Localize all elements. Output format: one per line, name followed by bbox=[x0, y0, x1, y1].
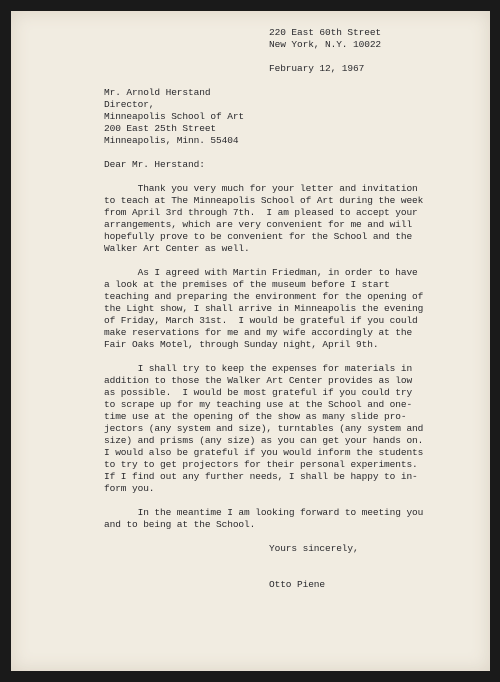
recipient-line: Minneapolis School of Art bbox=[104, 111, 245, 122]
paragraph-3-line: I would also be grateful if you would inform the students bbox=[104, 447, 424, 458]
paragraph-3-line: form you. bbox=[104, 483, 155, 494]
paragraph-1-line: Walker Art Center as well. bbox=[104, 243, 250, 254]
paragraph-3-line: addition to those the Walker Art Center provides as low bbox=[104, 375, 413, 386]
scan-border-left bbox=[0, 0, 11, 682]
return-address-city: New York, N.Y. 10022 bbox=[269, 39, 382, 50]
paragraph-1-line: arrangements, which are very convenient for me and will bbox=[104, 219, 413, 230]
paragraph-1-line: Thank you very much for your letter and invitation bbox=[104, 183, 418, 194]
recipient-line: Minneapolis, Minn. 55404 bbox=[104, 135, 239, 146]
salutation: Dear Mr. Herstand: bbox=[104, 159, 205, 170]
signature-name: Otto Piene bbox=[269, 579, 326, 590]
recipient-line: Mr. Arnold Herstand bbox=[104, 87, 211, 98]
recipient-line: Director, bbox=[104, 99, 155, 110]
paragraph-3-line: If I find out any further needs, I shall be happy to in- bbox=[104, 471, 418, 482]
paragraph-2-line: the Light show, I shall arrive in Minneapolis the evening bbox=[104, 303, 424, 314]
paragraph-1-line: from April 3rd through 7th. I am pleased to accept your bbox=[104, 207, 418, 218]
scan-border-bottom bbox=[0, 671, 500, 682]
return-address-street: 220 East 60th Street bbox=[269, 27, 382, 38]
paragraph-3-line: to try to get projectors for their personal experiments. bbox=[104, 459, 418, 470]
letter-page bbox=[11, 11, 490, 671]
paragraph-3-line: jectors (any system and size), turntables (any system and bbox=[104, 423, 424, 434]
paragraph-2-line: Fair Oaks Motel, through Sunday night, April 9th. bbox=[104, 339, 379, 350]
scan-border-right bbox=[490, 0, 500, 682]
paragraph-3-line: size) and prisms (any size) as you can get your hands on. bbox=[104, 435, 424, 446]
paragraph-4-line: In the meantime I am looking forward to meeting you bbox=[104, 507, 424, 518]
paragraph-2-line: teaching and preparing the environment for the opening of bbox=[104, 291, 424, 302]
paragraph-1-line: hopefully prove to be convenient for the School and the bbox=[104, 231, 413, 242]
paragraph-2-line: a look at the premises of the museum before I start bbox=[104, 279, 390, 290]
paragraph-3-line: time use at the opening of the show as many slide pro- bbox=[104, 411, 407, 422]
paragraph-1-line: to teach at The Minneapolis School of Art during the week bbox=[104, 195, 424, 206]
recipient-line: 200 East 25th Street bbox=[104, 123, 217, 134]
scan-border-top bbox=[0, 0, 500, 11]
closing: Yours sincerely, bbox=[269, 543, 359, 554]
paragraph-2-line: make reservations for me and my wife accordingly at the bbox=[104, 327, 413, 338]
letter-sheet bbox=[11, 11, 490, 671]
paragraph-2-line: of Friday, March 31st. I would be grateful if you could bbox=[104, 315, 418, 326]
paragraph-3-line: as possible. I would be most grateful if you could try bbox=[104, 387, 413, 398]
paragraph-3-line: I shall try to keep the expenses for materials in bbox=[104, 363, 413, 374]
paragraph-2-line: As I agreed with Martin Friedman, in order to have bbox=[104, 267, 418, 278]
paragraph-3-line: to scrape up for my teaching use at the School and one- bbox=[104, 399, 413, 410]
letter-date: February 12, 1967 bbox=[269, 63, 365, 74]
paragraph-4-line: and to being at the School. bbox=[104, 519, 256, 530]
